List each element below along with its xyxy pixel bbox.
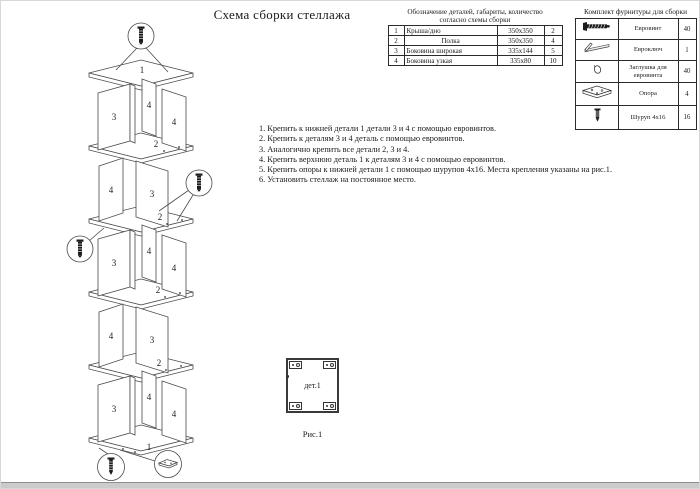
screw-hole-dot: [292, 364, 294, 366]
hardware-qty: 40: [678, 19, 696, 40]
cap-icon: [575, 61, 618, 83]
page-title: Схема сборки стеллажа: [213, 7, 351, 22]
wood-screw-callout: [98, 448, 125, 481]
figure-bottom-panel: [286, 358, 339, 413]
part-label-wide: 3: [149, 335, 155, 345]
part-label-narrow: 4: [146, 246, 152, 256]
part-num: 4: [388, 56, 404, 66]
part-label-shelf: 2: [156, 358, 162, 368]
part-label-shelf: 2: [157, 212, 163, 222]
hardware-name: Евровинт: [618, 19, 678, 40]
part-size: 350х350: [497, 26, 544, 36]
part-label-wide: 3: [111, 404, 117, 414]
part-label-narrow: 4: [146, 100, 152, 110]
part-name: Крыша/дно: [404, 26, 497, 36]
instruction-step: 2. Крепить к деталям 3 и 4 деталь с помощью евровинтов.: [259, 134, 465, 144]
screw-hole-dot: [326, 405, 328, 407]
part-num: 2: [388, 36, 404, 46]
part-label-narrow: 4: [146, 392, 152, 402]
hardware-qty: 1: [678, 40, 696, 61]
hardware-qty: 4: [678, 83, 696, 106]
parts-row: [388, 46, 562, 56]
part-label-wide: 3: [149, 189, 155, 199]
hardware-qty: 16: [678, 106, 696, 130]
hardware-row: [575, 61, 696, 83]
part-label-wide: 3: [111, 258, 117, 268]
instruction-step: 3. Аналогично крепить все детали 2, 3 и 4.: [259, 144, 410, 154]
page-bottom-edge: [1, 482, 700, 489]
parts-row: [388, 56, 562, 66]
hardware-name: Шуруп 4х16: [618, 106, 678, 130]
hardware-row: [575, 19, 696, 40]
part-label-narrow: 4: [108, 331, 114, 341]
hardware-name: Евроключ: [618, 40, 678, 61]
instruction-step: 1. Крепить к нижней детали 1 детали 3 и 4 с помощью евровинтов.: [259, 124, 497, 133]
parts-row: [388, 26, 562, 36]
assembly-instructions: [259, 124, 669, 186]
parts-table-block: [384, 8, 566, 66]
part-size: 335х144: [497, 46, 544, 56]
instruction-step: 4. Крепить верхнюю деталь 1 к деталям 3 и 4 с помощью евровинтов.: [259, 154, 506, 164]
screw-hole-ring: [296, 404, 300, 408]
hardware-row: [575, 40, 696, 61]
hardware-row: [575, 83, 696, 106]
hex-key-icon: [575, 40, 618, 61]
instruction-step: 5. Крепить опоры к нижней детали 1 с помощью шурупов 4х16. Места крепления указаны на рис.1.: [259, 165, 613, 174]
parts-table-title-line1: Обозначение деталей, габариты, количество: [407, 8, 543, 16]
screw-hole-dot: [326, 364, 328, 366]
part-label-shelf: 2: [155, 285, 161, 295]
instruction-step: 6. Установить стеллаж на постоянное место.: [259, 175, 416, 185]
part-qty: 10: [544, 56, 562, 66]
part-name: Полка: [404, 36, 497, 46]
hardware-name: Опора: [618, 83, 678, 106]
screw-hole-ring: [296, 363, 300, 367]
part-qty: 5: [544, 46, 562, 56]
part-qty: 4: [544, 36, 562, 46]
figure-caption: Рис.1: [302, 429, 323, 439]
figure-part-label: дет.1: [304, 381, 321, 390]
foot-icon: [575, 83, 618, 106]
part-qty: 2: [544, 26, 562, 36]
hardware-table-block: [572, 7, 699, 130]
part-name: Боковина широкая: [404, 46, 497, 56]
foot-callout: [120, 450, 182, 478]
screw-hole-dot: [292, 405, 294, 407]
part-label-narrow: 4: [108, 185, 114, 195]
hardware-name: Заглушка для евровинта: [618, 61, 678, 83]
hardware-table-title: Комплект фурнитуры для сборки: [584, 7, 687, 16]
parts-table: [388, 25, 563, 66]
foot-plate: [289, 402, 302, 410]
part-name: Боковина узкая: [404, 56, 497, 66]
part-label-shelf: 2: [153, 139, 159, 149]
foot-plate: [323, 361, 336, 369]
parts-row: [388, 36, 562, 46]
part-label-top: 1: [139, 65, 145, 75]
edge-mark-dot: [286, 375, 289, 378]
part-label-narrow: 4: [171, 117, 177, 127]
hardware-table: [575, 18, 697, 130]
part-num: 1: [388, 26, 404, 36]
part-size: 335х80: [497, 56, 544, 66]
screw-hole-ring: [330, 363, 334, 367]
foot-plate: [289, 361, 302, 369]
part-num: 3: [388, 46, 404, 56]
euro-screw-icon: [575, 19, 618, 40]
parts-table-title-line2: согласно схемы сборки: [439, 16, 511, 25]
part-label-wide: 3: [111, 112, 117, 122]
foot-plate: [323, 402, 336, 410]
part-size: 350х350: [497, 36, 544, 46]
hardware-qty: 40: [678, 61, 696, 83]
part-label-narrow: 4: [171, 263, 177, 273]
part-label-bottom: 1: [146, 442, 152, 452]
screw-hole-ring: [330, 404, 334, 408]
part-label-narrow: 4: [171, 409, 177, 419]
